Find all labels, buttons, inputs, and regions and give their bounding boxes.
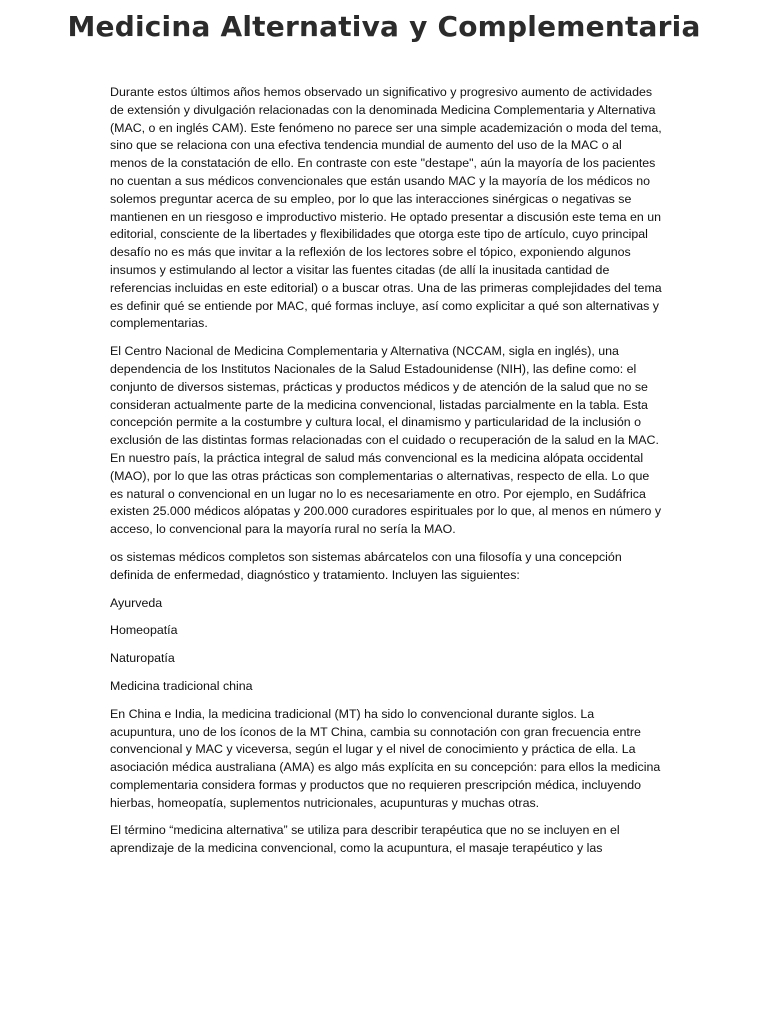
list-item-medicina-china: Medicina tradicional china [110, 678, 253, 693]
list-item-homeopatia: Homeopatía [110, 623, 178, 638]
document-body [110, 84, 662, 868]
list-item-naturopatia: Naturopatía [110, 651, 175, 666]
paragraph-china-india: En China e India, la medicina tradicional (MT) ha sido lo convencional durante siglos. La acupuntura, uno de los íconos de la MT China, cambia su connotación con gran frecuencia entre convencional y MAC y viceversa, según el lugar y el nivel de conocimiento y práctica de ella. La asociación médica australiana (AMA) es algo más explícita en su concepción: para ellos la medicina complementaria considera formas y productos que no requieren prescripción médica, incluyendo hierbas, homeopatía, suplementos nutricionales, acupunturas y muchas otras. [110, 706, 661, 810]
paragraph-termino: El término “medicina alternativa” se utiliza para describir terapéutica que no se incluyen en el aprendizaje de la medicina convencional, como la acupuntura, el masaje terapéutico y las [110, 823, 620, 856]
paragraph-nccam: El Centro Nacional de Medicina Complementaria y Alternativa (NCCAM, sigla en inglés), una dependencia de los Institutos Nacionales de la Salud Estadounidense (NIH), las define como: el conjunto de diversos sistemas, prácticas y productos médicos y de atención de la salud que no se consideran actualmente parte de la medicina convencional, listadas parcialmente en la tabla. Esta concepción permite a la costumbre y cultura local, el dinamismo y particularidad de la inclusión o exclusión de las distintas formas relacionadas con el cuidado o recuperación de la salud en la MAC. En nuestro país, la práctica integral de salud más convencional es la medicina alópata occidental (MAO), por lo que las otras prácticas son complementarias o alternativas, respecto de ella. Lo que es natural o convencional en un lugar no lo es necesariamente en otro. Por ejemplo, en Sudáfrica existen 25.000 médicos alópatas y 200.000 curadores espirituales por lo que, al menos en número y acceso, lo convencional para la mayoría rural no sería la MAO. [110, 344, 662, 537]
document-title: Medicina Alternativa y Complementaria [67, 10, 701, 43]
list-item-ayurveda: Ayurveda [110, 595, 163, 610]
paragraph-intro: Durante estos últimos años hemos observado un significativo y progresivo aumento de actividades de extensión y divulgación relacionadas con la denominada Medicina Complementaria y Alternativa (MAC, o en inglés CAM). Este fenómeno no parece ser una simple academización o moda del tema, sino que se relaciona con una efectiva tendencia mundial de aumento del uso de la MAC o al menos de la constatación de ello. En contraste con este "destape", aún la mayoría de los pacientes no cuentan a sus médicos convencionales que están usando MAC y la mayoría de los médicos no solemos preguntar acerca de su empleo, por lo que las interacciones sinérgicas o negativas se mantienen en un riesgoso e improductivo misterio. He optado presentar a discusión este tema en un editorial, consciente de la libertades y flexibilidades que otorga este tipo de artículo, cuyo principal desafío no es más que invitar a la reflexión de los lectores sobre el tópico, exponiendo algunos insumos y estimulando al lector a visitar las fuentes citadas (de allí la inusitada cantidad de referencias incluidas en este editorial) o a buscar otras. Una de las primeras complejidades del tema es definir qué se entiende por MAC, qué formas incluye, así como explicitar a qué son alternativas y complementarias. [110, 85, 662, 331]
paragraph-systems: os sistemas médicos completos son sistemas abárcatelos con una filosofía y una concepción definida de enfermedad, diagnóstico y tratamiento. Incluyen las siguientes: [110, 549, 622, 582]
